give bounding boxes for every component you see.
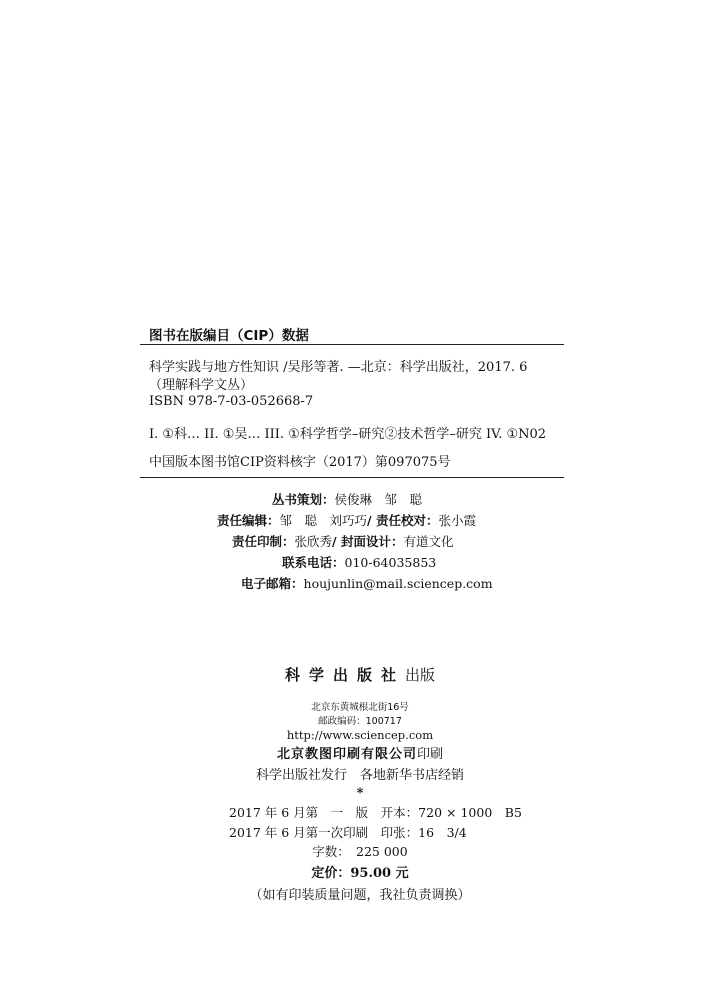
credit-planning-value: 侯俊琳 邹 聪 bbox=[334, 492, 423, 507]
credit-print-label: 责任印制： bbox=[232, 534, 295, 549]
credit-email bbox=[241, 574, 493, 592]
printing-line: 2017 年 6 月第一次印刷 印张：16 3/4 bbox=[229, 825, 467, 840]
credit-phone-value: 010-64035853 bbox=[344, 555, 437, 570]
credit-planning bbox=[272, 490, 422, 508]
cip-title: 图书在版编目（CIP）数据 bbox=[149, 328, 309, 344]
credit-cover-value: 有道文化 bbox=[403, 534, 454, 549]
publisher-line bbox=[0, 664, 720, 685]
cip-line-classification: I. ①科… II. ①吴… III. ①科学哲学–研究②技术哲学–研究 IV. ①N02 bbox=[149, 427, 547, 442]
credit-proof-value: 张小霞 bbox=[438, 513, 476, 528]
credit-cover-label: / 封面设计： bbox=[332, 534, 404, 549]
printer-name: 北京教图印刷有限公司 bbox=[276, 747, 417, 762]
cip-line-record-number: 中国版本图书馆CIP资料核字（2017）第097075号 bbox=[149, 455, 451, 470]
credit-planning-label: 丛书策划： bbox=[272, 492, 335, 507]
distribution-line: 科学出版社发行 各地新华书店经销 bbox=[255, 768, 464, 783]
word-count: 字数： 225 000 bbox=[312, 844, 408, 859]
publisher-address: 北京东黄城根北街16号 bbox=[311, 702, 409, 713]
credit-editor bbox=[217, 511, 476, 529]
credit-phone bbox=[282, 553, 436, 571]
credit-editor-label: 责任编辑： bbox=[217, 513, 280, 528]
separator-star: * bbox=[356, 786, 364, 801]
credit-print-value: 张欣秀 bbox=[294, 534, 333, 549]
credit-editor-value: 邹 聪 刘巧巧 bbox=[279, 513, 368, 528]
publisher-postcode: 邮政编码：100717 bbox=[318, 716, 402, 727]
credit-proof-label: / 责任校对： bbox=[367, 513, 439, 528]
cip-top-rule bbox=[140, 344, 564, 345]
credit-phone-label: 联系电话： bbox=[282, 555, 345, 570]
credit-print bbox=[232, 532, 453, 550]
price: 定价：95.00 元 bbox=[311, 866, 409, 881]
quality-notice: （如有印装质量问题，我社负责调换） bbox=[249, 888, 471, 903]
cip-line-title: 科学实践与地方性知识 /吴彤等著. —北京：科学出版社，2017. 6 bbox=[149, 360, 528, 375]
cip-line-series: （理解科学文丛） bbox=[149, 378, 254, 393]
credit-email-value: houjunlin@mail.sciencep.com bbox=[303, 576, 493, 591]
publisher-name: 科学出版社 bbox=[284, 666, 405, 684]
cip-line-isbn: ISBN 978-7-03-052668-7 bbox=[149, 394, 314, 409]
publisher-url: http://www.sciencep.com bbox=[286, 728, 434, 742]
cip-bottom-rule bbox=[140, 477, 564, 478]
printer-suffix: 印刷 bbox=[417, 747, 444, 762]
publisher-suffix: 出版 bbox=[405, 666, 436, 684]
printer-line bbox=[0, 743, 720, 762]
edition-line: 2017 年 6 月第 一 版 开本：720 × 1000 B5 bbox=[229, 805, 522, 820]
credit-email-label: 电子邮箱： bbox=[241, 576, 304, 591]
